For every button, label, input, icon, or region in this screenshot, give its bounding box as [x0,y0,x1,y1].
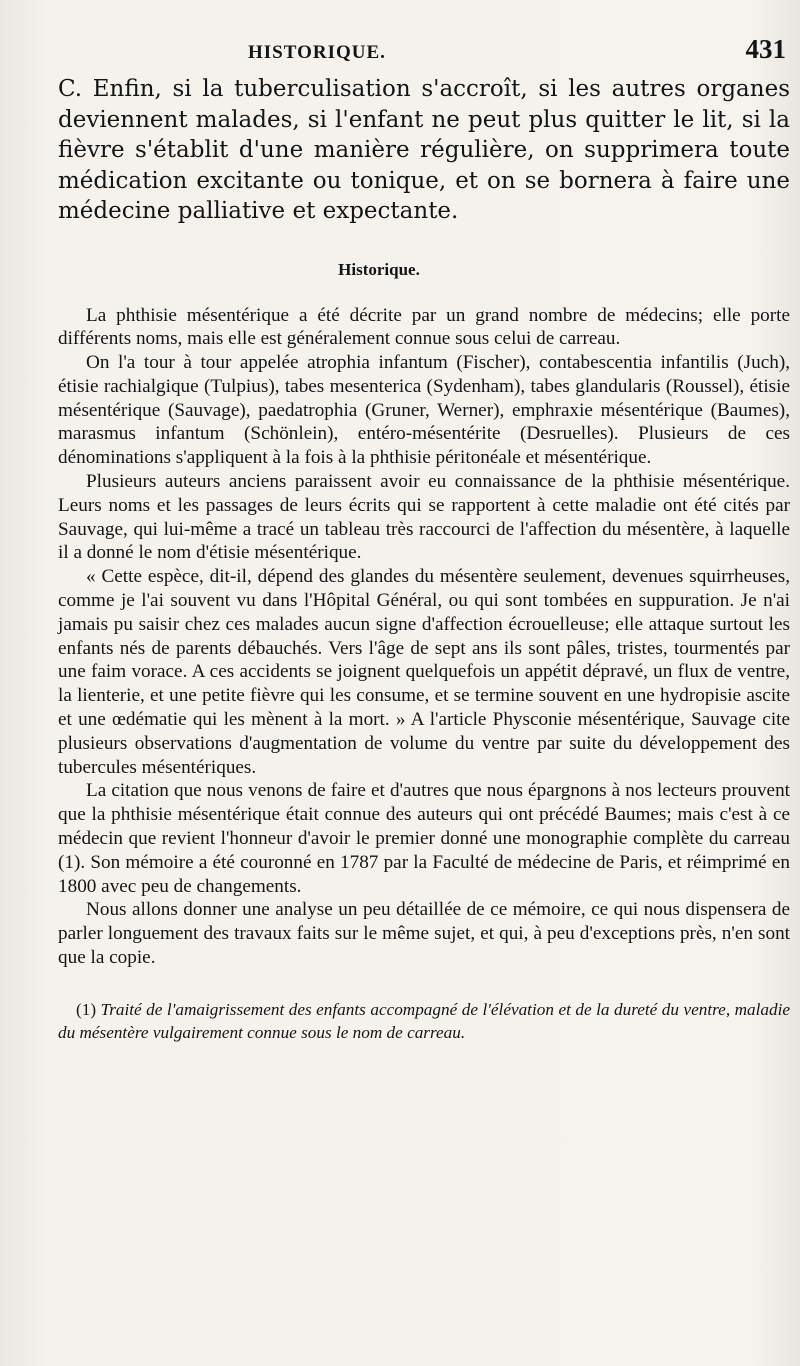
footnote-text: Traité de l'amaigrissement des enfants accompagné de l'élévation et de la dureté du ventre, maladie du mésentère vulgairement connue sous le nom de carreau. [58,999,791,1042]
footnote [58,998,790,1044]
running-title: HISTORIQUE. [248,42,386,63]
section-heading: Historique. [338,259,420,279]
paragraph: « Cette espèce, dit-il, dépend des glandes du mésentère seulement, devenues squirrheuses, comme je l'ai souvent vu dans l'Hôpital Général, ou qui sont tombées en suppuration. Je n'ai jamais pu saisir chez ces malades aucun signe d'affection écrouelleuse; elle attaque surtout les enfants nés de parents débauchés. Vers l'âge de sept ans ils sont pâles, tristes, tourmentés par une faim vorace. A ces accidents se joignent quelquefois un appétit dépravé, un flux de ventre, la lienterie, et une petite fièvre qui les consume, et se termine souvent en une hydropisie ascite et une œdématie qui les mènent à la mort. » A l'article Physconie mésentérique, Sauvage cite plusieurs observations d'augmentation de volume du ventre par suite du développement des tubercules mésentériques. [58,566,790,778]
paragraph: On l'a tour à tour appelée atrophia infantum (Fischer), contabescentia infantilis (Juch), étisie rachialgique (Tulpius), tabes mesenterica (Sydenham), tabes glandularis (Roussel), étisie mésentérique (Sauvage), paedatrophia (Gruner, Werner), emphraxie mésentérique (Baumes), marasmus infantum (Schönlein), entéro-mésentérite (Desruelles). Plusieurs de ces dénominations s'appliquent à la fois à la phthisie péritonéale et mésentérique. [58,352,790,469]
paragraph: Plusieurs auteurs anciens paraissent avoir eu connaissance de la phthisie mésentérique. Leurs noms et les passages de leurs écrits qui se rapportent à cette maladie ont été cités par Sauvage, qui lui-même a tracé un tableau très raccourci de l'affection du mésentère, à laquelle il a donné le nom d'étisie mésentérique. [58,471,790,564]
paragraph: La phthisie mésentérique a été décrite par un grand nombre de médecins; elle porte différents noms, mais elle est généralement connue sous celui de carreau. [58,304,790,350]
footnote-number: (1) [76,999,97,1019]
page-header [248,34,786,74]
intro-paragraph: C. Enfin, si la tuberculisation s'accroît, si les autres organes deviennent malades, si l'enfant ne peut plus quitter le lit, si la fièvre s'établit d'une manière régulière, on supprimera toute médication excitante ou tonique, et on se bornera à faire une médecine palliative et expectante. [58,76,790,224]
body-text [58,304,790,970]
paragraph: Nous allons donner une analyse un peu détaillée de ce mémoire, ce qui nous dispensera de parler longuement des travaux faits sur le même sujet, et qui, à peu d'exceptions près, n'en sont que la copie. [58,899,790,969]
footnote-separator [58,970,700,988]
paragraph: La citation que nous venons de faire et d'autres que nous épargnons à nos lecteurs prouvent que la phthisie mésentérique était connue des auteurs qui ont précédé Baumes; mais c'est à ce médecin que revient l'honneur d'avoir le premier donné une monographie complète du carreau (1). Son mémoire a été couronné en 1787 par la Faculté de médecine de Paris, et réimprimé en 1800 avec peu de changements. [58,780,790,897]
page-number: 431 [745,34,786,64]
